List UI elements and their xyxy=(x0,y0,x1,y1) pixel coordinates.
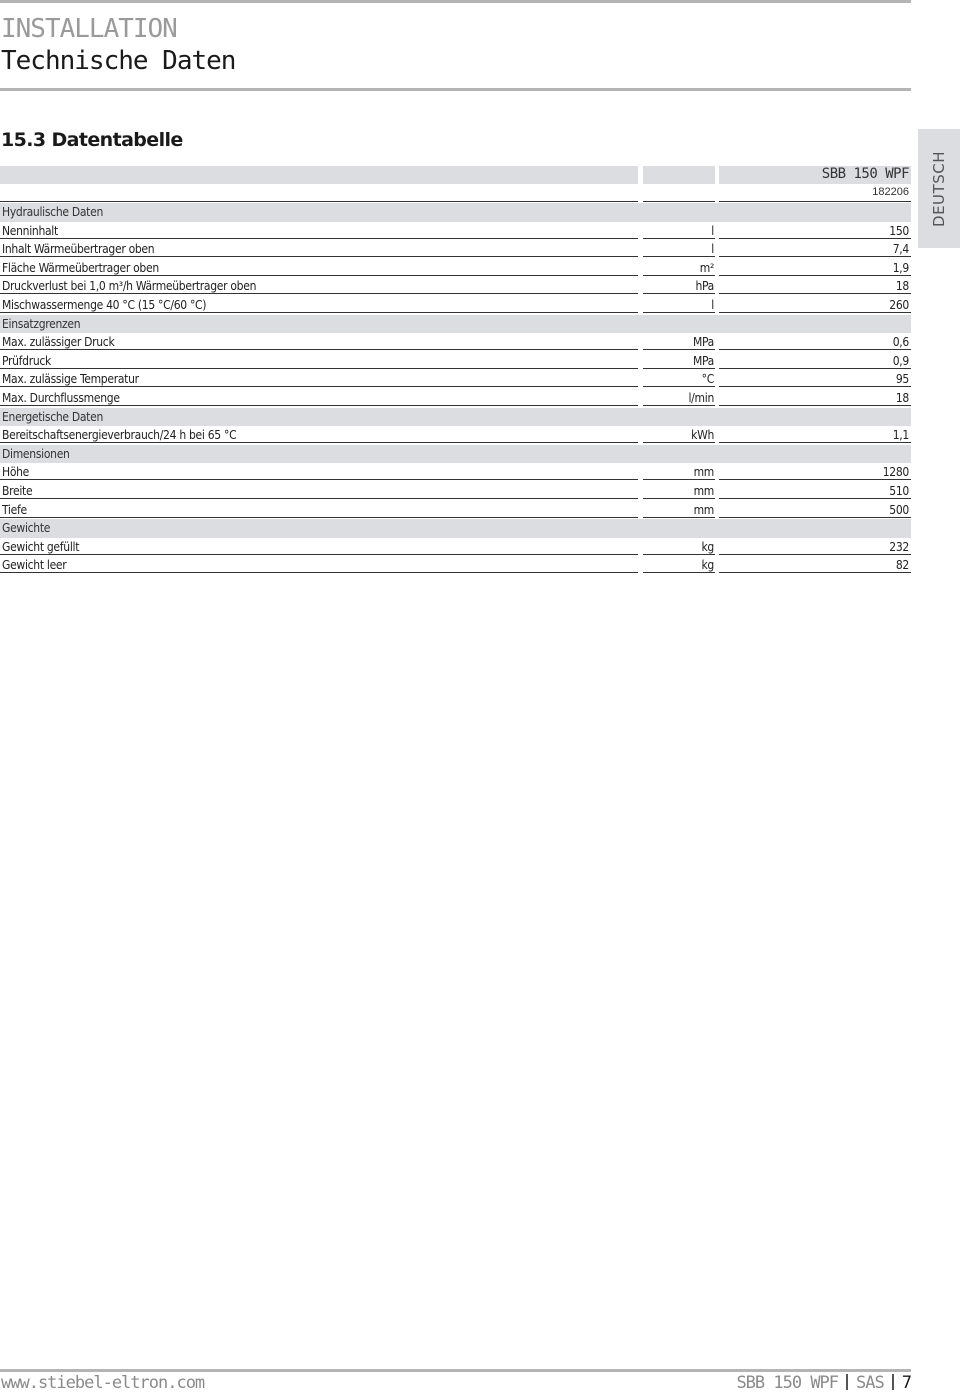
table-group-row xyxy=(0,408,911,427)
footer-doc-info xyxy=(736,1373,911,1393)
row-value: 232 xyxy=(719,538,911,555)
row-label: Inhalt Wärmeübertrager oben xyxy=(0,240,638,257)
table-row xyxy=(0,426,911,445)
row-unit: MPa xyxy=(643,333,715,350)
row-label: Gewicht gefüllt xyxy=(0,538,638,555)
row-value: 95 xyxy=(719,370,911,387)
table-row xyxy=(0,389,911,408)
table-row xyxy=(0,259,911,278)
header-cell-value xyxy=(719,166,911,184)
table-group-row xyxy=(0,315,911,334)
row-value: 510 xyxy=(719,482,911,499)
table-row xyxy=(0,222,911,241)
section-label: INSTALLATION xyxy=(1,14,177,44)
row-unit: hPa xyxy=(643,277,715,294)
row-label: Max. zulässiger Druck xyxy=(0,333,638,350)
row-unit: l xyxy=(643,296,715,313)
row-label: Prüfdruck xyxy=(0,352,638,369)
row-value: 500 xyxy=(719,501,911,518)
footer-model: SBB 150 WPF xyxy=(736,1373,839,1393)
row-label: Gewicht leer xyxy=(0,556,638,573)
row-unit: l/min xyxy=(643,389,715,406)
footer-separator xyxy=(846,1374,848,1390)
table-row xyxy=(0,352,911,371)
group-label: Energetische Daten xyxy=(2,409,103,424)
row-value: 82 xyxy=(719,556,911,573)
row-unit: l xyxy=(643,222,715,239)
row-unit: MPa xyxy=(643,352,715,369)
top-rule xyxy=(0,0,911,3)
row-unit: kg xyxy=(643,556,715,573)
row-unit: kg xyxy=(643,538,715,555)
table-row xyxy=(0,538,911,557)
footer-doc-type: SAS xyxy=(856,1373,884,1393)
row-label: Max. zulässige Temperatur xyxy=(0,370,638,387)
table-row xyxy=(0,556,911,575)
row-label: Tiefe xyxy=(0,501,638,518)
row-unit: l xyxy=(643,240,715,257)
table-row xyxy=(0,501,911,520)
group-label: Gewichte xyxy=(2,521,51,536)
section-heading: 15.3 Datentabelle xyxy=(1,129,183,151)
row-value: 150 xyxy=(719,222,911,239)
table-row xyxy=(0,277,911,296)
row-label: Mischwassermenge 40 °C (15 °C/60 °C) xyxy=(0,296,638,313)
row-value: 1,9 xyxy=(719,259,911,276)
row-value: 18 xyxy=(719,277,911,294)
table-header-band xyxy=(0,166,911,184)
row-label: Fläche Wärmeübertrager oben xyxy=(0,259,638,276)
language-tab-label: DEUTSCH xyxy=(930,150,948,227)
footer-url: www.stiebel-eltron.com xyxy=(1,1373,205,1393)
article-number: 182206 xyxy=(872,186,909,198)
row-value: 260 xyxy=(719,296,911,313)
row-unit: °C xyxy=(643,370,715,387)
article-number-row xyxy=(0,184,911,202)
table-row xyxy=(0,240,911,259)
row-value: 7,4 xyxy=(719,240,911,257)
table-group-row xyxy=(0,203,911,222)
row-value: 0,9 xyxy=(719,352,911,369)
model-name: SBB 150 WPF xyxy=(821,166,909,182)
row-unit: kWh xyxy=(643,426,715,443)
row-label: Bereitschaftsenergieverbrauch/24 h bei 65 °C xyxy=(0,426,638,443)
table-row xyxy=(0,333,911,352)
page-number: 7 xyxy=(901,1373,911,1393)
row-value: 1,1 xyxy=(719,426,911,443)
table-row xyxy=(0,463,911,482)
page-title: Technische Daten xyxy=(1,46,236,76)
header-cell-label xyxy=(0,166,638,184)
row-unit: mm xyxy=(643,463,715,480)
row-value: 0,6 xyxy=(719,333,911,350)
table-row xyxy=(0,370,911,389)
group-label: Hydraulische Daten xyxy=(2,205,103,219)
row-unit: mm xyxy=(643,501,715,518)
table-group-row xyxy=(0,519,911,538)
footer-rule xyxy=(0,1369,911,1372)
table-row xyxy=(0,482,911,501)
row-label: Druckverlust bei 1,0 m³/h Wärmeübertrager oben xyxy=(0,277,638,294)
row-unit: m² xyxy=(643,259,715,276)
row-value: 18 xyxy=(719,389,911,406)
row-label: Max. Durchflussmenge xyxy=(0,389,638,406)
row-label: Breite xyxy=(0,482,638,499)
footer-separator xyxy=(892,1374,894,1390)
table-row xyxy=(0,296,911,315)
language-tab xyxy=(918,129,960,248)
row-label: Nenninhalt xyxy=(0,222,638,239)
table-group-row xyxy=(0,445,911,464)
group-label: Dimensionen xyxy=(2,446,70,461)
header-rule xyxy=(0,88,911,91)
row-value: 1280 xyxy=(719,463,911,480)
group-label: Einsatzgrenzen xyxy=(2,316,81,331)
header-cell-unit xyxy=(643,166,715,184)
row-label: Höhe xyxy=(0,463,638,480)
row-unit: mm xyxy=(643,482,715,499)
